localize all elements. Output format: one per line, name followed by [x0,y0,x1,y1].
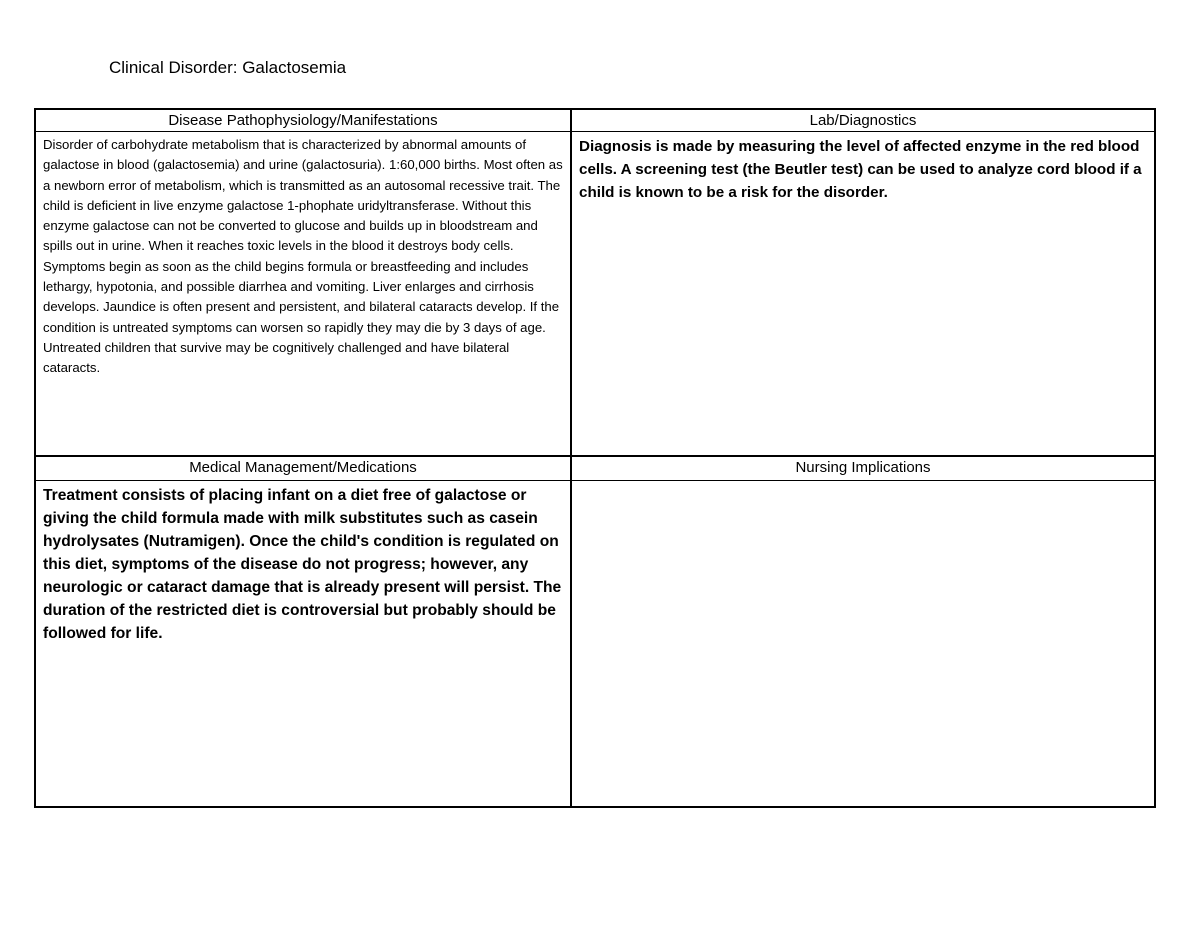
lab-diagnostics-header: Lab/Diagnostics [572,110,1154,132]
disorder-table [34,108,1156,808]
pathophysiology-text: Disorder of carbohydrate metabolism that is characterized by abnormal amounts of galactose in blood (galactosemia) and urine (galactosuria). 1:60,000 births. Most often as a newborn error of metabolism, which is transmitted as an autosomal recessive trait. The child is deficient in live enzyme galactose 1-phophate uridyltransferase. Without this enzyme galactose can not be converted to glucose and builds up in bloodstream and spills out in urine. When it reaches toxic levels in the blood it destroys body cells. Symptoms begin as soon as the child begins formula or breastfeeding and includes lethargy, hypotonia, and possible diarrhea and vomiting. Liver enlarges and cirrhosis develops. Jaundice is often present and persistent, and bilateral cataracts develop. If the condition is untreated symptoms can worsen so rapidly they may die by 3 days of age. Untreated children that survive may be cognitively challenged and have bilateral cataracts. [36,132,572,457]
pathophysiology-header: Disease Pathophysiology/Manifestations [36,110,572,132]
medical-management-text: Treatment consists of placing infant on a diet free of galactose or giving the child formula made with milk substitutes such as casein hydrolysates (Nutramigen). Once the child's condition is regulated on this diet, symptoms of the disease do not progress; however, any neurologic or cataract damage that is already present will persist. The duration of the restricted diet is controversial but probably should be followed for life. [36,481,572,806]
nursing-implications-header: Nursing Implications [572,457,1154,481]
lab-diagnostics-text: Diagnosis is made by measuring the level of affected enzyme in the red blood cells. A screening test (the Beutler test) can be used to analyze cord blood if a child is known to be a risk for the disorder. [572,132,1154,457]
page-title: Clinical Disorder: Galactosemia [109,58,347,77]
nursing-implications-text [572,481,1154,806]
medical-management-header: Medical Management/Medications [36,457,572,481]
